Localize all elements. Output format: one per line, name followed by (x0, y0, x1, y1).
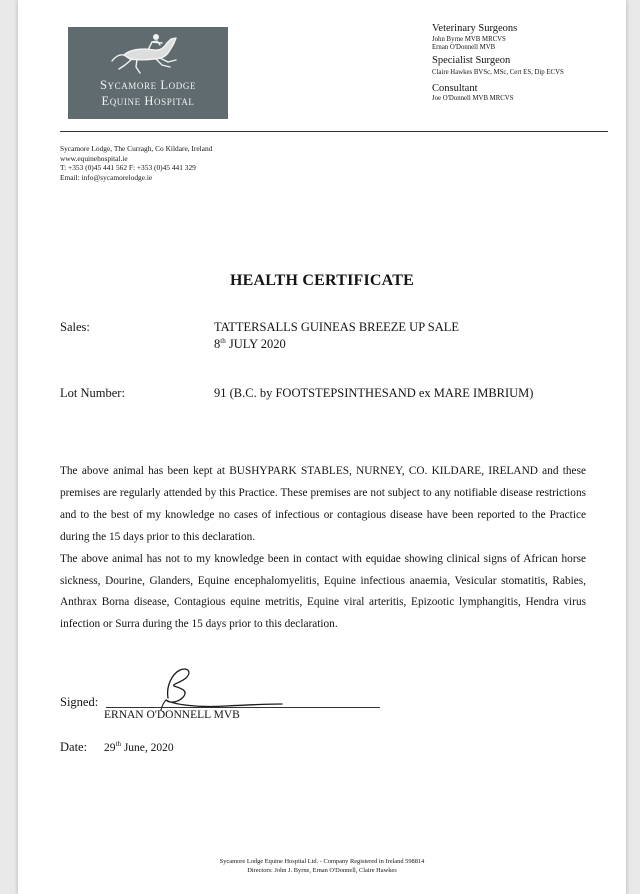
sales-date-suffix: th (220, 337, 226, 345)
logo-text-line1: Sycamore Lodge (99, 78, 197, 92)
vet-name: Ernan O'Donnell MVB (432, 44, 496, 51)
sales-label: Sales: (60, 320, 90, 334)
lot-label: Lot Number: (60, 386, 125, 400)
lot-value: 91 (B.C. by FOOTSTEPSINTHESAND ex MARE IMBRIUM) (214, 386, 534, 400)
consultant-name: Joe O'Donnell MVB MRCVS (432, 95, 514, 102)
body-paragraph: The above animal has been kept at BUSHYPARK STABLES, NURNEY, CO. KILDARE, IRELAND and these premises are regularly attended by this Practice. These premises are not subject to any notifiable disease restrictions and to the best of my knowledge no cases of infectious or contagious disease have been reported to the Practice during the 15 days prior to this declaration. (60, 465, 586, 543)
email-line: Email: info@sycamorelodge.ie (60, 172, 153, 182)
date-day: 29 (104, 741, 116, 754)
company-footer (18, 857, 626, 875)
certificate-page (18, 0, 626, 894)
date-label: Date: (60, 740, 88, 754)
clinic-logo (68, 27, 228, 119)
logo-text-line2: Equine Hospital (101, 94, 195, 108)
signed-label: Signed: (60, 695, 99, 709)
footer-registration: Sycamore Lodge Equine Hospital Ltd. - Company Registered in Ireland 598814 (219, 858, 425, 865)
sales-name: TATTERSALLS GUINEAS BREEZE UP SALE (214, 320, 460, 334)
sales-date-rest: JULY 2020 (225, 337, 286, 352)
vet-name: John Byrne MVB MRCVS (432, 36, 506, 43)
consultant-heading: Consultant (432, 83, 478, 94)
horse-and-jockey-icon (110, 31, 188, 77)
phone-line: T: +353 (0)45 441 562 F: +353 (0)45 441 329 (60, 163, 196, 173)
certificate-title: HEALTH CERTIFICATE (230, 272, 414, 289)
clinic-address (60, 144, 212, 182)
signature-line (106, 707, 380, 708)
sales-date-day: 8 (214, 337, 221, 352)
address-line: Sycamore Lodge, The Curragh, Co Kildare, Ireland (60, 144, 213, 153)
certificate-body (60, 461, 586, 636)
signer-name: ERNAN O'DONNELL MVB (104, 709, 240, 721)
sales-date (214, 337, 286, 352)
date-suffix: th (115, 740, 121, 748)
staff-list (432, 23, 622, 103)
signature-date (104, 740, 174, 754)
website-line: www.equinehospital.ie (60, 153, 128, 163)
footer-directors: Directors: John J. Byrne, Ernan O'Donnell, Claire Hawkes (247, 867, 397, 874)
specialist-heading: Specialist Surgeon (432, 55, 511, 66)
specialist-name: Claire Hawkes BVSc, MSc, Cert ES, Dip ECVS (432, 69, 564, 76)
date-rest: June, 2020 (120, 741, 174, 754)
header-divider (60, 131, 608, 132)
vet-heading: Veterinary Surgeons (432, 23, 518, 34)
body-paragraph: The above animal has not to my knowledge been in contact with equidae showing clinical signs of African horse sickness, Dourine, Glanders, Equine encephalomyelitis, Equine infectious anaemia, Vesicular stomatitis, Rabies, Anthrax Borna disease, Contagious equine metritis, Equine viral arteritis, Epizootic lymphangitis, Hendra virus infection or Surra during the 15 days prior to this declaration. (60, 552, 586, 631)
